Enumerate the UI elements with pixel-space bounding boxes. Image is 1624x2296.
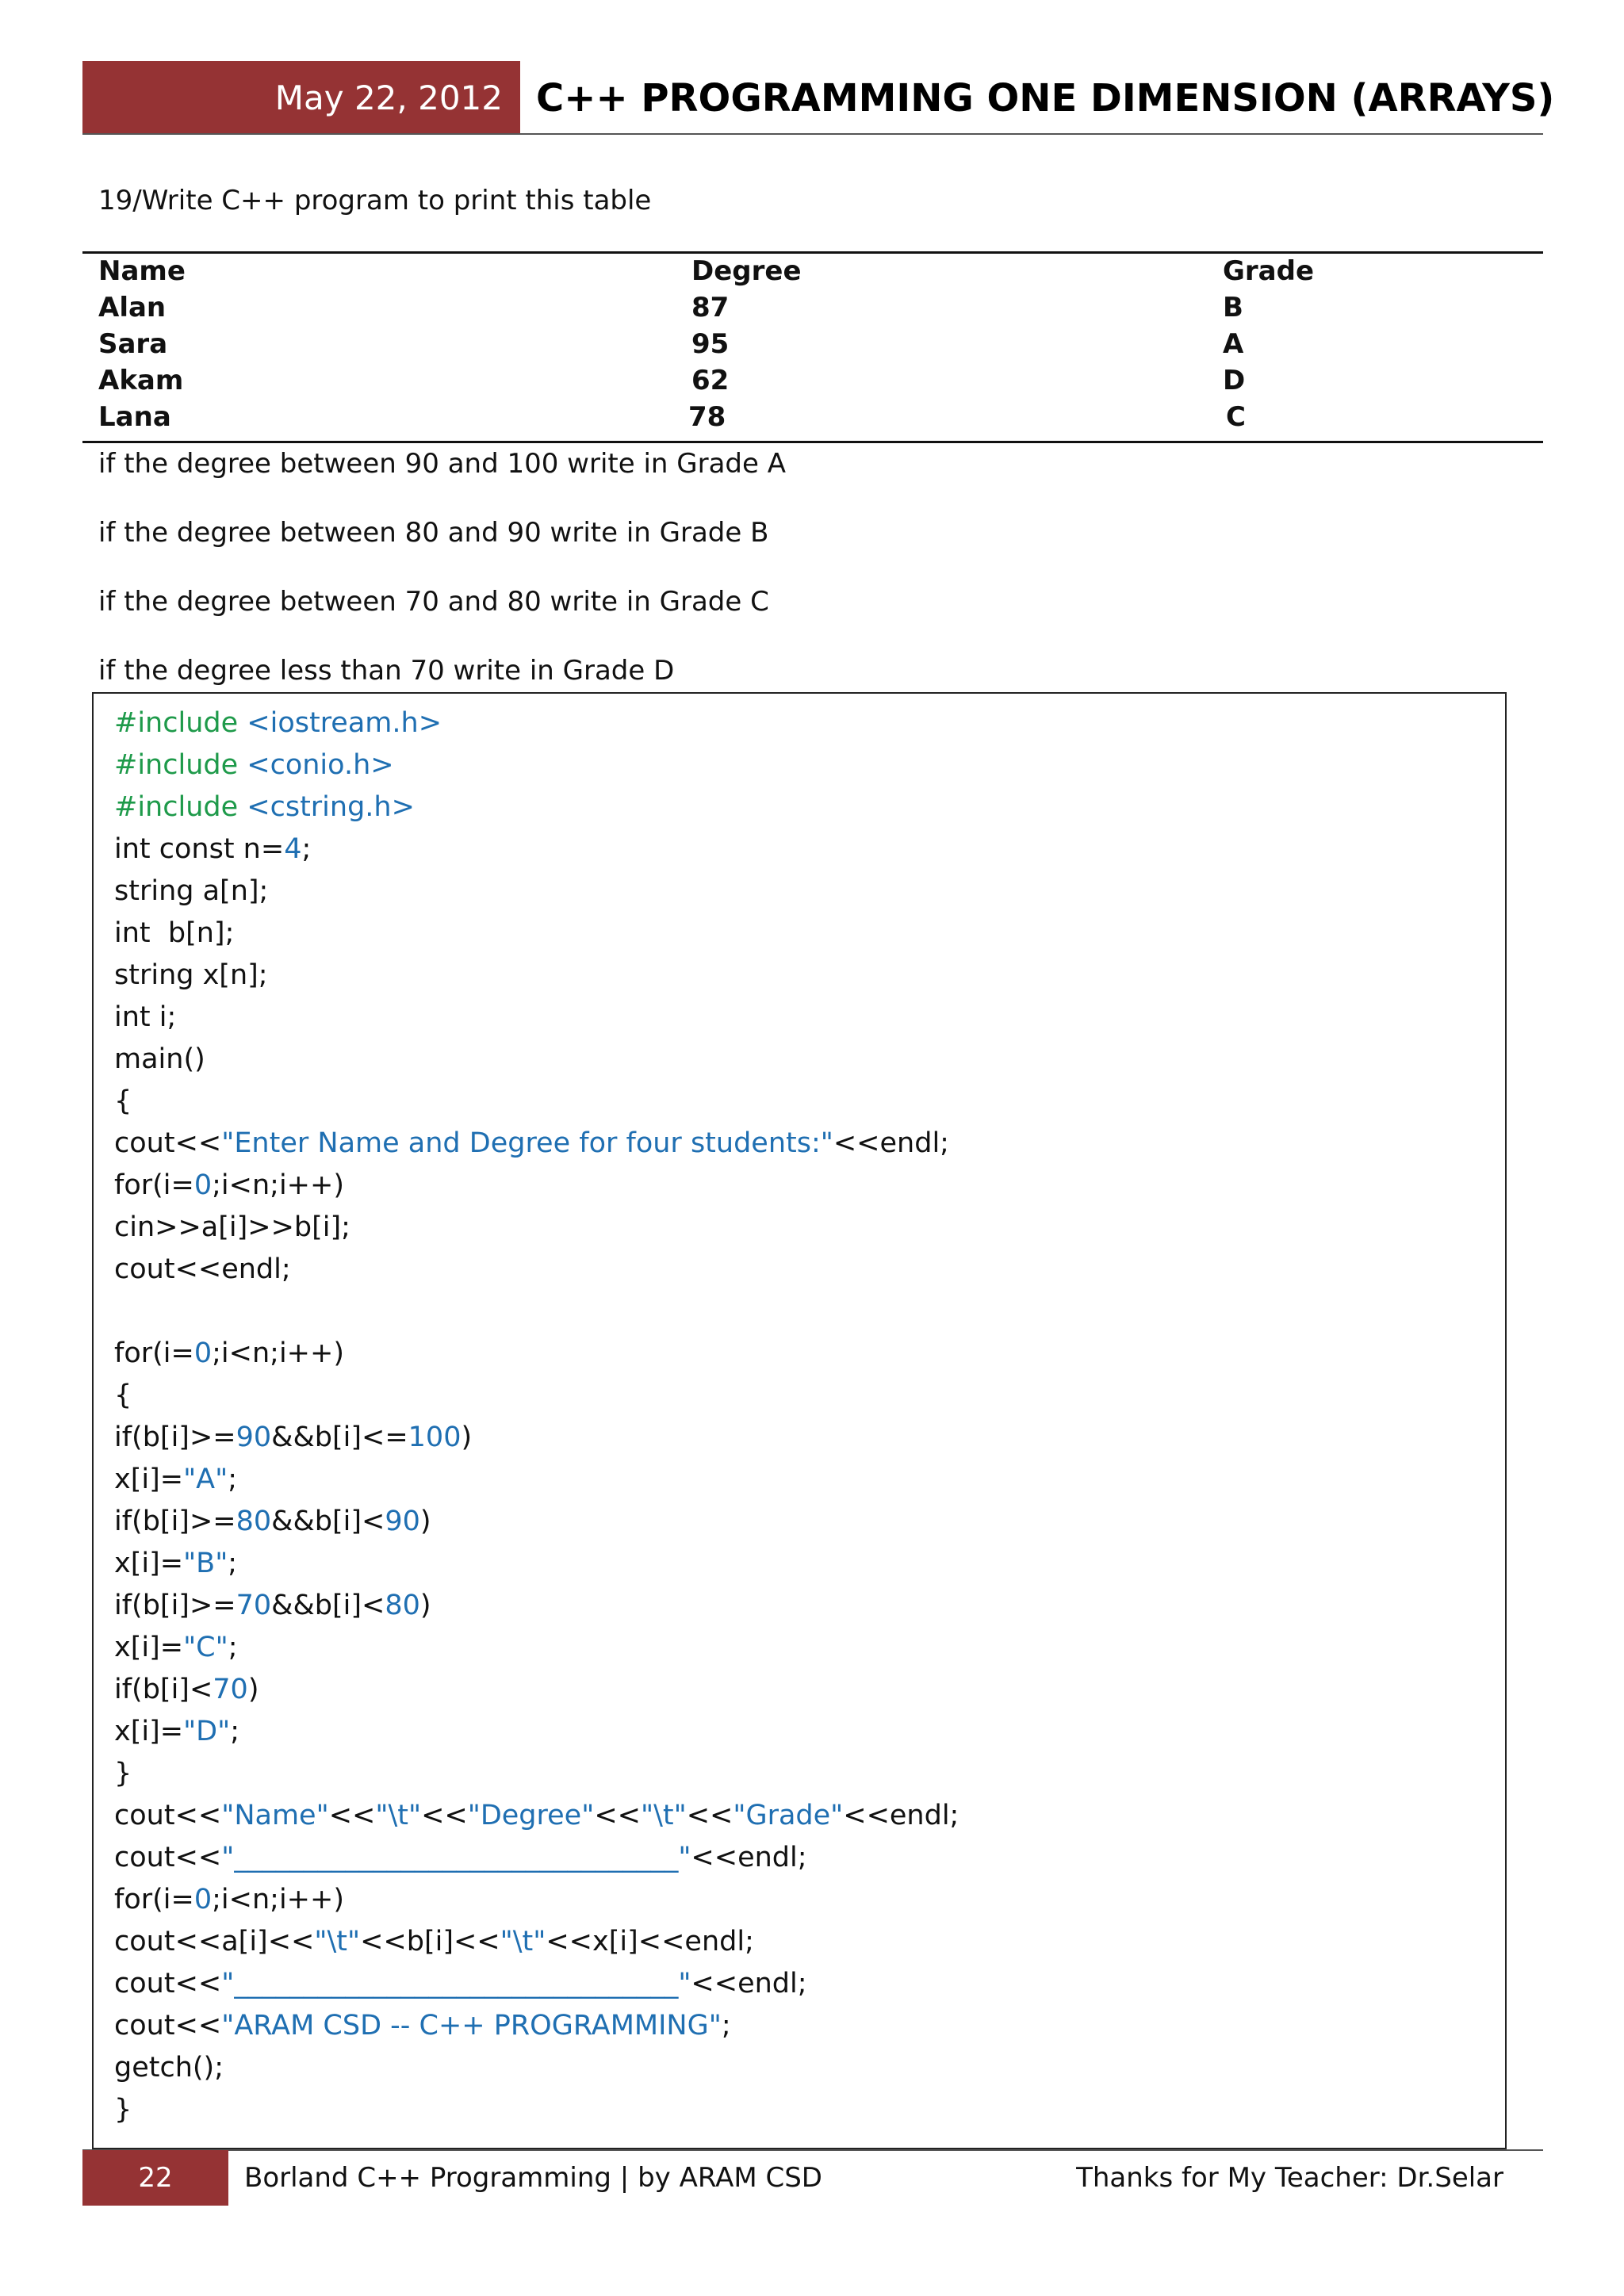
code-line: { (114, 1085, 132, 1117)
page-number-badge (82, 2150, 228, 2206)
code-line: cout<<a[i]<<"\t"<<b[i]<<"\t"<<x[i]<<endl; (114, 1926, 754, 1957)
code-line: #include <conio.h> (114, 749, 394, 781)
table-cell-degree: 62 (691, 365, 730, 396)
table-cell-grade: A (1223, 328, 1244, 360)
table-cell-name: Alan (98, 292, 167, 323)
code-line: cout<<"________________________________"<<endl; (114, 1842, 807, 1873)
footer-divider (82, 2149, 1543, 2151)
table-header-row (0, 255, 1624, 292)
table-top-border (82, 251, 1543, 254)
table-header-degree: Degree (691, 255, 802, 287)
header-date-banner (82, 61, 520, 134)
code-line: cout<<"Name"<<"\t"<<"Degree"<<"\t"<<"Grade"<<endl; (114, 1800, 959, 1831)
code-line: #include <cstring.h> (114, 791, 415, 823)
code-line: int i; (114, 1001, 177, 1033)
grading-rule: if the degree between 90 and 100 write in Grade A (98, 448, 786, 480)
code-line: for(i=0;i<n;i++) (114, 1884, 344, 1915)
table-cell-degree: 87 (691, 292, 730, 323)
table-cell-grade: D (1223, 365, 1246, 396)
code-line: if(b[i]>=70&&b[i]<80) (114, 1590, 431, 1621)
grading-rule: if the degree less than 70 write in Grade D (98, 655, 675, 687)
code-line: x[i]="D"; (114, 1716, 240, 1747)
footer-book-title: Borland C++ Programming | by ARAM CSD (244, 2162, 822, 2194)
table-bottom-border (82, 441, 1543, 443)
code-line: main() (114, 1043, 205, 1075)
code-line: for(i=0;i<n;i++) (114, 1337, 344, 1369)
code-line: string x[n]; (114, 959, 268, 991)
grading-rule: if the degree between 80 and 90 write in Grade B (98, 517, 769, 549)
code-line: if(b[i]>=90&&b[i]<=100) (114, 1422, 473, 1453)
table-row (0, 292, 1624, 328)
table-row (0, 401, 1624, 438)
code-line: cout<<endl; (114, 1253, 291, 1285)
table-row (0, 365, 1624, 401)
code-line: cout<<"ARAM CSD -- C++ PROGRAMMING"; (114, 2010, 731, 2042)
table-row (0, 328, 1624, 365)
table-cell-grade: C (1226, 401, 1246, 433)
code-line: cin>>a[i]>>b[i]; (114, 1211, 350, 1243)
code-line: string a[n]; (114, 875, 269, 907)
footer-credit: Thanks for My Teacher: Dr.Selar (1076, 2162, 1503, 2194)
code-line: } (114, 1758, 132, 1789)
table-cell-degree: 95 (691, 328, 730, 360)
table-cell-grade: B (1223, 292, 1243, 323)
code-line: #include <iostream.h> (114, 707, 442, 739)
code-line: x[i]="A"; (114, 1464, 238, 1495)
code-line: { (114, 1380, 132, 1411)
code-line: cout<<"Enter Name and Degree for four students:"<<endl; (114, 1127, 949, 1159)
code-line: if(b[i]>=80&&b[i]<90) (114, 1506, 431, 1537)
code-line: } (114, 2094, 132, 2126)
page-number: 22 (138, 2162, 173, 2194)
table-header-name: Name (98, 255, 186, 287)
code-line: x[i]="B"; (114, 1548, 238, 1579)
code-line: cout<<"________________________________"<<endl; (114, 1968, 807, 1999)
code-line: getch(); (114, 2052, 224, 2084)
header-date: May 22, 2012 (274, 78, 503, 117)
table-cell-name: Sara (98, 328, 168, 360)
grading-rule: if the degree between 70 and 80 write in Grade C (98, 586, 769, 618)
table-cell-name: Lana (98, 401, 171, 433)
table-header-grade: Grade (1223, 255, 1315, 287)
header-divider (82, 133, 1543, 135)
table-cell-degree: 78 (688, 401, 726, 433)
code-line: x[i]="C"; (114, 1632, 238, 1663)
code-line: if(b[i]<70) (114, 1674, 259, 1705)
page-title: C++ PROGRAMMING ONE DIMENSION (ARRAYS) (536, 76, 1555, 121)
question-text: 19/Write C++ program to print this table (98, 185, 652, 216)
code-line: for(i=0;i<n;i++) (114, 1169, 344, 1201)
code-line: int b[n]; (114, 917, 235, 949)
code-line: int const n=4; (114, 833, 312, 865)
table-cell-name: Akam (98, 365, 184, 396)
